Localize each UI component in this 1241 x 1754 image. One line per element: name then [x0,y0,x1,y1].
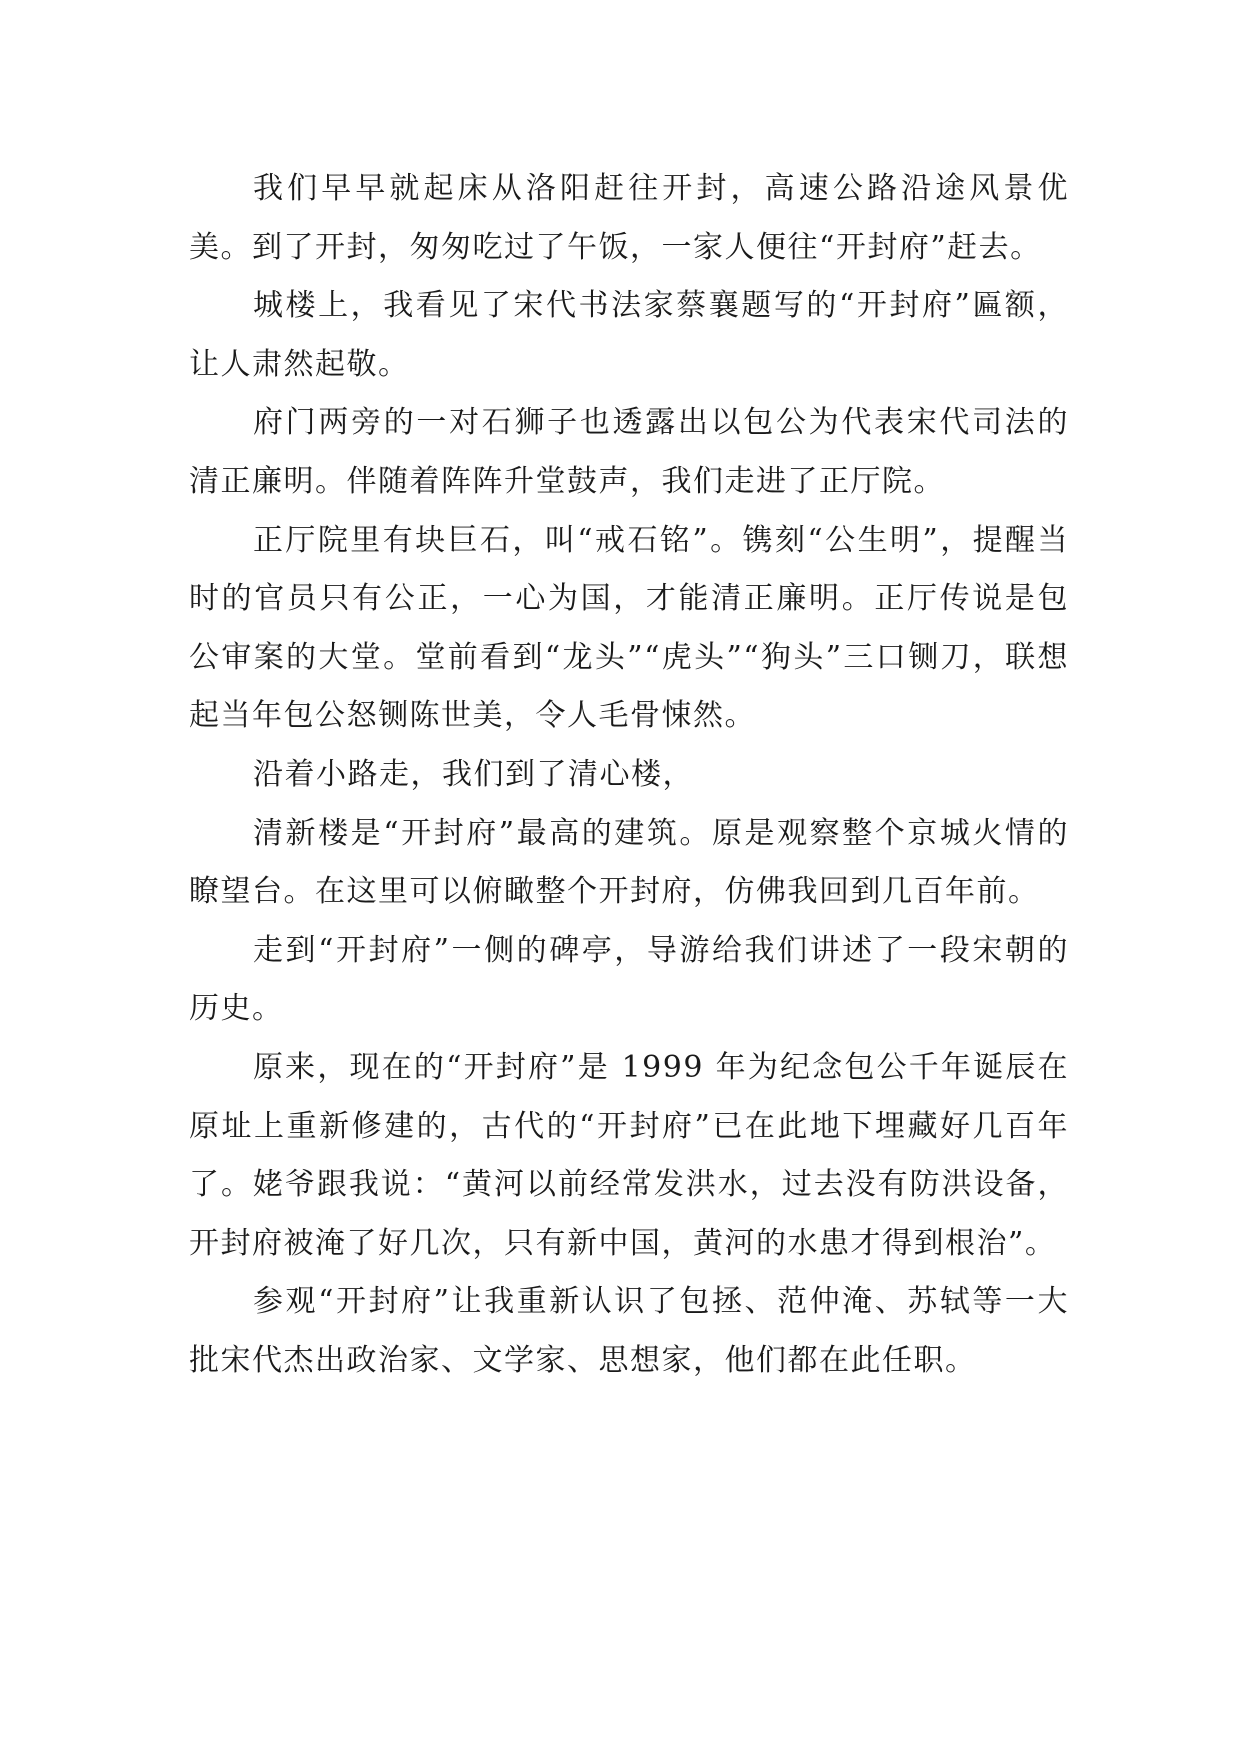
paragraph-9: 参观“开封府”让我重新认识了包拯、范仲淹、苏轼等一大批宋代杰出政治家、文学家、思想家，他们都在此任职。 [189,1284,1069,1378]
paragraph-4: 正厅院里有块巨石，叫“戒石铭”。镌刻“公生明”，提醒当时的官员只有公正，一心为国，才能清正廉明。正厅传说是包公审案的大堂。堂前看到“龙头”“虎头”“狗头”三口铡刀，联想起当年包公怒铡陈世美，令人毛骨悚然。 [189,522,1069,734]
paragraph-2: 城楼上，我看见了宋代书法家蔡襄题写的“开封府”匾额，让人肃然起敬。 [189,288,1069,382]
paragraph-1: 我们早早就起床从洛阳赶往开封，高速公路沿途风景优美。到了开封，匆匆吃过了午饭，一家人便往“开封府”赶去。 [189,171,1069,265]
paragraph-3: 府门两旁的一对石狮子也透露出以包公为代表宋代司法的清正廉明。伴随着阵阵升堂鼓声，我们走进了正厅院。 [189,405,1069,499]
paragraph-8: 原来，现在的“开封府”是 1999 年为纪念包公千年诞辰在原址上重新修建的，古代的“开封府”已在此地下埋藏好几百年了。姥爷跟我说：“黄河以前经常发洪水，过去没有防洪设备，开封府被淹了好几次，只有新中国，黄河的水患才得到根治”。 [189,1049,1069,1261]
paragraph-5: 沿着小路走，我们到了清心楼， [253,756,694,792]
essay-body [189,160,1069,1390]
paragraph-6: 清新楼是“开封府”最高的建筑。原是观察整个京城火情的瞭望台。在这里可以俯瞰整个开封府，仿佛我回到几百年前。 [189,815,1069,910]
paragraph-7: 走到“开封府”一侧的碑亭，导游给我们讲述了一段宋朝的历史。 [189,932,1069,1027]
